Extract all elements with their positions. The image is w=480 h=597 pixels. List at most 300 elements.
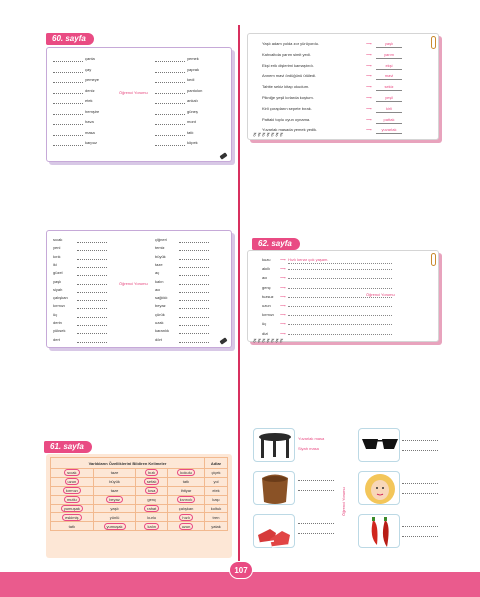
circled-word: yumuşak [104, 523, 126, 530]
fill-in-row [155, 119, 196, 125]
arrow-icon: ⟶ [366, 73, 372, 79]
fill-in-row [53, 245, 107, 251]
word: deniz [85, 87, 95, 93]
fill-in-row [53, 279, 107, 285]
blank-line [53, 100, 83, 104]
fill-in-row [53, 98, 93, 104]
blank-line [53, 132, 83, 136]
answer-blank [298, 523, 334, 524]
fill-in-row [155, 254, 209, 260]
adjective-cell [51, 504, 94, 513]
blank-line [77, 256, 107, 260]
answer-line: Hızlı kenar çok yaşam. [288, 257, 392, 264]
adjective-cell [136, 504, 168, 513]
answer-blank [402, 440, 438, 441]
word-row [262, 266, 392, 272]
blank-line [53, 90, 83, 94]
blank-line [53, 111, 83, 115]
table-row [51, 486, 228, 495]
table-row [51, 477, 228, 486]
paperclip-icon [431, 36, 436, 49]
fill-in-row [155, 109, 198, 115]
word: karanlık [155, 328, 170, 334]
table-header-adjectives: Varlıkların Özelliklerini Bildiren Kelimeler [51, 458, 205, 469]
picture-answer-1: Yuvarlak masa [298, 436, 325, 441]
answer-blank [402, 536, 438, 537]
image-sunglasses [358, 428, 400, 462]
blank-line [155, 90, 185, 94]
fill-in-row [53, 119, 94, 125]
fill-in-row [155, 262, 209, 268]
blank-line [53, 79, 83, 83]
blank-line [77, 314, 107, 318]
word: kırık [53, 253, 61, 259]
blank-line [179, 264, 209, 268]
fill-in-row [53, 77, 99, 83]
fill-in-row [155, 287, 209, 293]
answer-line [288, 306, 392, 307]
blank-line [179, 330, 209, 334]
word: çiğneri [155, 237, 167, 242]
word: çanta [85, 56, 95, 61]
word: mont [187, 119, 196, 124]
sunglasses-picture [359, 429, 401, 463]
arrow-icon: ⟶ [280, 257, 286, 262]
adjective-cell [51, 477, 94, 486]
word: sıcak [53, 237, 63, 242]
image-shoes [253, 514, 295, 548]
word: uzak [155, 320, 164, 325]
fill-in-row [53, 88, 95, 94]
blank-line [179, 239, 209, 243]
arrow-icon: ⟶ [366, 105, 372, 111]
fill-in-row [53, 337, 107, 343]
circled-word: kıvırcık [177, 496, 196, 503]
fill-in-row [53, 109, 99, 115]
adjective-cell [93, 522, 136, 531]
sentence-answer: yeşil [376, 95, 402, 102]
teacher-note: Öğrenci Yorumu [366, 292, 395, 297]
word: yaşlı [53, 278, 62, 284]
exercise-box-60b [46, 230, 232, 348]
adjective-cell [136, 522, 168, 531]
arrow-icon: ⟶ [366, 127, 372, 133]
sentence-row [262, 63, 402, 69]
word: tuzsuz [262, 293, 274, 299]
sentence-row [262, 84, 402, 90]
fill-in-row [155, 245, 209, 251]
arrow-icon: ⟶ [366, 95, 372, 100]
circled-word: kısa [145, 487, 158, 494]
image-stool [253, 471, 295, 505]
blank-line [53, 121, 83, 125]
word: tatlı [187, 129, 194, 135]
sentence-row [262, 95, 402, 101]
blank-line [155, 79, 185, 83]
circled-word: sıcak [64, 469, 79, 476]
noun-cell: kaşı [205, 495, 228, 504]
arrow-icon: ⟶ [280, 275, 286, 281]
peppers-picture [359, 515, 401, 549]
image-peppers [358, 514, 400, 548]
word: etek [85, 98, 93, 103]
adjective-cell: yaşlı [93, 504, 136, 513]
word: pantolon [187, 87, 203, 93]
noun-cell: tren [205, 513, 228, 522]
blank-line [179, 322, 209, 326]
answer-blank [298, 490, 334, 491]
sentence-text: Kahvaltıda yarım simit yedi. [262, 51, 311, 57]
answer-line [288, 288, 392, 289]
adjective-cell [136, 477, 168, 486]
arrow-icon: ⟶ [280, 303, 286, 308]
word: üç [53, 311, 58, 317]
arrow-icon: ⟶ [280, 293, 286, 299]
word-row [262, 303, 392, 309]
fill-in-row [155, 279, 209, 285]
exercise-box-60a [46, 47, 232, 162]
picture-answer-2: Siyah masa [298, 446, 319, 451]
girl-picture [359, 472, 401, 506]
word: kuzu [262, 257, 271, 262]
section-60-title: 60. sayfa [46, 33, 94, 45]
fill-in-row [155, 295, 209, 301]
word: karpuz [85, 140, 98, 145]
circled-word: uzun [65, 478, 80, 485]
image-girl [358, 471, 400, 505]
blank-line [155, 69, 185, 73]
circled-word: yumuşak [61, 505, 83, 512]
fill-in-row [53, 295, 107, 301]
word: dört [155, 336, 162, 342]
pencil-icon [219, 152, 227, 159]
sentence-row [262, 106, 402, 112]
word: güzel [53, 270, 63, 276]
adjective-cell: kurlu [136, 513, 168, 522]
adjective-table [50, 457, 228, 531]
arrow-icon: ⟶ [280, 312, 286, 318]
table-row [51, 469, 228, 478]
sentence-row [262, 52, 402, 58]
adjective-cell [168, 513, 205, 522]
word: beyaz [155, 303, 166, 309]
sentence-text: Annem mavi ördüğünü ütüledi. [262, 73, 317, 79]
word: ankalı [187, 98, 198, 103]
answer-line [288, 269, 392, 270]
answer-blank [402, 450, 438, 451]
sentence-row [262, 73, 402, 79]
sentence-text: Ekşi erik dişlerimi kamaştırdı. [262, 62, 314, 68]
word: büyük [155, 253, 166, 259]
word: sağlıklı [155, 295, 168, 301]
adjective-cell: genç [136, 495, 168, 504]
word: acı [262, 275, 268, 281]
arrow-icon: ⟶ [366, 116, 372, 122]
adjective-cell [51, 469, 94, 478]
arrow-icon: ⟶ [366, 51, 372, 57]
teacher-note: Öğrenci Yorumu [119, 281, 148, 286]
circled-word: kırmızı [63, 487, 81, 494]
sentence-answer: sekiz [376, 84, 402, 91]
blank-line [77, 322, 107, 326]
adjective-cell: taze [93, 486, 136, 495]
answer-blank [402, 483, 438, 484]
fill-in-row [155, 328, 209, 334]
answer-line [288, 334, 392, 335]
fill-in-row [155, 312, 209, 318]
word: hava [85, 119, 94, 124]
stool-picture [254, 472, 296, 506]
word: üç [262, 321, 267, 327]
image-table [253, 428, 295, 462]
adjective-cell: tatlı [168, 477, 205, 486]
noun-cell: çiçek [205, 469, 228, 478]
exercise-box-62 [247, 250, 439, 342]
section-61-title: 61. sayfa [44, 441, 92, 453]
adjective-cell: ihtiyar [168, 486, 205, 495]
word: köpek [187, 140, 198, 145]
fill-in-row [53, 312, 107, 318]
answer-blank [298, 480, 334, 481]
word: dizi [262, 330, 269, 336]
fill-in-row [53, 287, 107, 293]
section-62-title: 62. sayfa [252, 238, 300, 250]
answer-blank [298, 533, 334, 534]
word: kırmızı [262, 312, 274, 318]
word: güneş [187, 108, 198, 114]
word: siyah [53, 286, 63, 292]
fill-in-row [53, 262, 107, 268]
fill-in-row [53, 56, 95, 62]
page-number: 107 [229, 561, 253, 579]
sentence-text: Yaşlı adam yolda zor yürüyordu. [262, 41, 320, 46]
blank-line [155, 100, 185, 104]
sentence-text: Yuvarlak masada yemek yedik. [262, 127, 318, 133]
circled-word: sefalı [144, 478, 160, 485]
blank-line [179, 272, 209, 276]
circled-word: hızlı [145, 469, 158, 476]
word: temiz [155, 245, 165, 251]
word: iki [53, 261, 57, 267]
word-row [262, 331, 392, 337]
fill-in-row [53, 254, 107, 260]
circled-word: eskimiş [62, 514, 81, 521]
sentence-text: Pikniğe yeşil kırlarda koştum. [262, 95, 314, 100]
fill-in-row [155, 337, 209, 343]
sentence-answer: yuvarlak [376, 127, 402, 134]
blank-line [155, 132, 185, 136]
arrow-icon: ⟶ [280, 321, 286, 327]
fill-in-row [155, 140, 198, 146]
decorative-scribble: ह ह ह ह ह ह ह [253, 132, 283, 138]
word: çalışkan [53, 295, 68, 301]
arrow-icon: ⟶ [366, 41, 372, 46]
blank-line [77, 272, 107, 276]
fill-in-row [53, 237, 107, 243]
blank-line [77, 264, 107, 268]
fill-in-row [155, 237, 209, 243]
noun-cell: koltuk [205, 504, 228, 513]
blank-line [155, 58, 185, 62]
fill-in-row [155, 77, 194, 83]
word: taze [155, 261, 163, 267]
word: masa [85, 129, 95, 135]
sentence-answer: mavi [376, 73, 402, 80]
fill-in-row [155, 98, 198, 104]
adjective-cell [51, 486, 94, 495]
adjective-cell [93, 495, 136, 504]
fill-in-row [53, 67, 91, 73]
teacher-note: Öğrenci Yorumu [119, 90, 148, 95]
noun-cell: yatak [205, 522, 228, 531]
adjective-cell [136, 486, 168, 495]
table-header-nouns: Adlar [205, 458, 228, 469]
adjective-cell: büyük [93, 477, 136, 486]
blank-line [179, 314, 209, 318]
word: acı [155, 286, 161, 292]
answer-line [288, 278, 392, 279]
adjective-cell: yünlü [93, 513, 136, 522]
word-row [262, 275, 392, 281]
noun-cell: elek [205, 486, 228, 495]
blank-line [155, 142, 185, 146]
adjective-cell [136, 469, 168, 478]
blank-line [77, 247, 107, 251]
adjective-cell: çalışkan [168, 504, 205, 513]
adjective-cell: taze [93, 469, 136, 478]
word: yeni [53, 245, 61, 251]
word: akıllı [262, 266, 271, 272]
fill-in-row [155, 320, 209, 326]
circled-word: uzun [179, 523, 194, 530]
word: kalın [155, 278, 164, 284]
adjective-cell [168, 469, 205, 478]
circled-word: hızlı [179, 514, 192, 521]
sentence-text: Tahtte sekiz kitap okudum. [262, 84, 310, 90]
blank-line [179, 339, 209, 343]
sentence-exercise-box [247, 33, 439, 140]
table-row [51, 504, 228, 513]
blank-line [179, 289, 209, 293]
paperclip-icon [431, 253, 436, 266]
answer-blank [402, 493, 438, 494]
blank-line [77, 239, 107, 243]
circled-word: kokulu [177, 469, 195, 476]
word: çay [85, 66, 92, 72]
adjective-table-box [46, 454, 232, 558]
noun-cell: yol [205, 477, 228, 486]
sentence-row [262, 117, 402, 123]
sentence-answer: kirli [376, 106, 402, 113]
word: kedi [187, 77, 195, 82]
table-row [51, 495, 228, 504]
sentence-answer: ekşi [376, 63, 402, 70]
word: kırmızı [53, 303, 65, 309]
fill-in-row [53, 130, 95, 136]
fill-in-row [155, 56, 199, 62]
blank-line [179, 297, 209, 301]
word: yemek [187, 56, 199, 61]
fill-in-row [155, 270, 209, 276]
word: yüksek [53, 328, 66, 334]
fill-in-row [53, 270, 107, 276]
sentence-row [262, 127, 402, 133]
word: uzun [262, 303, 271, 308]
sentence-answer: yaşlı [376, 41, 402, 48]
adjective-cell: tatlı [51, 522, 94, 531]
blank-line [77, 281, 107, 285]
arrow-icon: ⟶ [280, 266, 286, 272]
adjective-cell [168, 522, 205, 531]
arrow-icon: ⟶ [366, 84, 372, 90]
word-row [262, 285, 392, 291]
arrow-icon: ⟶ [280, 330, 286, 336]
blank-line [53, 69, 83, 73]
word: hemşire [85, 108, 100, 114]
table-row [51, 513, 228, 522]
sentence-text: Kirli çorapların sepete bırak. [262, 105, 312, 111]
fill-in-row [155, 130, 193, 136]
blank-line [179, 247, 209, 251]
word: aç [155, 270, 160, 276]
shoes-picture [254, 515, 296, 549]
blank-line [77, 330, 107, 334]
blank-line [77, 305, 107, 309]
table-picture [254, 429, 296, 463]
answer-line [288, 315, 392, 316]
decorative-scribble: ह ह ह ह ह ह ह [253, 338, 283, 344]
blank-line [155, 111, 185, 115]
pencil-icon [219, 337, 227, 344]
blank-line [179, 281, 209, 285]
blank-line [155, 121, 185, 125]
word: yaprak [187, 66, 200, 72]
fill-in-row [155, 67, 199, 73]
fill-in-row [155, 303, 209, 309]
center-divider [238, 25, 240, 565]
blank-line [179, 256, 209, 260]
circled-word: kalın [144, 523, 158, 530]
blank-line [53, 142, 83, 146]
sentence-answer: pattak [376, 117, 402, 124]
word: çürük [155, 311, 165, 317]
sentence-answer: yarım [376, 52, 402, 59]
arrow-icon: ⟶ [366, 62, 372, 68]
word-row [262, 257, 392, 263]
table-row [51, 522, 228, 531]
word: derin [53, 320, 62, 325]
word-row [262, 321, 392, 327]
adjective-cell [51, 513, 94, 522]
word-row [262, 312, 392, 318]
fill-in-row [53, 140, 97, 146]
blank-line [53, 58, 83, 62]
arrow-icon: ⟶ [280, 284, 286, 290]
circled-word: rahat [144, 505, 159, 512]
answer-line [288, 324, 392, 325]
answer-blank [402, 526, 438, 527]
word: yemeye [85, 77, 100, 82]
circled-word: beyaz [106, 496, 123, 503]
blank-line [179, 305, 209, 309]
fill-in-row [155, 88, 202, 94]
fill-in-row [53, 320, 107, 326]
fill-in-row [53, 303, 107, 309]
sentence-text: Pattaki toplu oyun oynama. [262, 116, 311, 122]
word: genç [262, 284, 271, 290]
teacher-note-vertical: Öğrenci Yorumu [341, 487, 346, 516]
blank-line [77, 339, 107, 343]
